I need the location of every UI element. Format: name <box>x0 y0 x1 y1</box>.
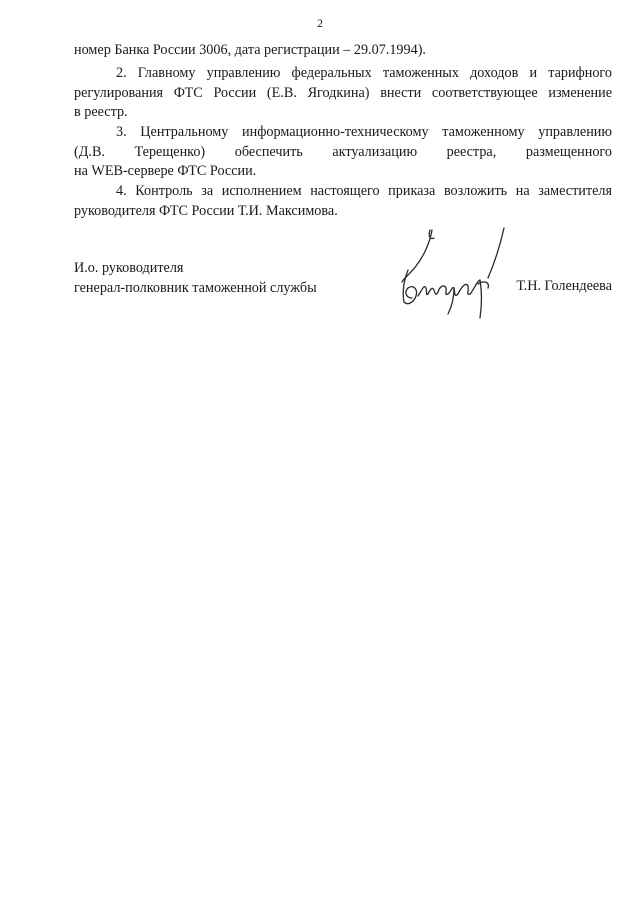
text-line: в реестр. <box>74 104 128 120</box>
signatory-name: Т.Н. Голендеева <box>516 278 612 294</box>
paragraph-continuation <box>74 41 612 61</box>
text-line: регулирования ФТС России (Е.В. Ягодкина) внести соответствующее изменение <box>74 84 612 101</box>
text-line: 3. Центральному информационно-техническому таможенному управлению <box>116 124 612 140</box>
handwritten-signature-icon <box>394 222 524 322</box>
text-line: руководителя ФТС России Т.И. Максимова. <box>74 202 338 219</box>
text-line: на WEB-сервере ФТС России. <box>74 163 257 179</box>
position-line: генерал-полковник таможенной службы <box>74 279 317 296</box>
paragraph-item-4 <box>74 182 612 221</box>
text-line: 2. Главному управлению федеральных таможенных доходов и тарифного <box>116 65 612 81</box>
text-line: номер Банка России 3006, дата регистрации – 29.07.1994). <box>74 42 426 58</box>
position-line: И.о. руководителя <box>74 260 184 276</box>
text-line: 4. Контроль за исполнением настоящего приказа возложить на заместителя <box>116 183 612 199</box>
paragraph-item-3 <box>74 123 612 182</box>
signatory-position <box>74 259 374 298</box>
paragraph-item-2 <box>74 64 612 123</box>
text-line: (Д.В. Терещенко) обеспечить актуализацию реестра, размещенного <box>74 143 612 160</box>
page-number: 2 <box>317 16 323 30</box>
